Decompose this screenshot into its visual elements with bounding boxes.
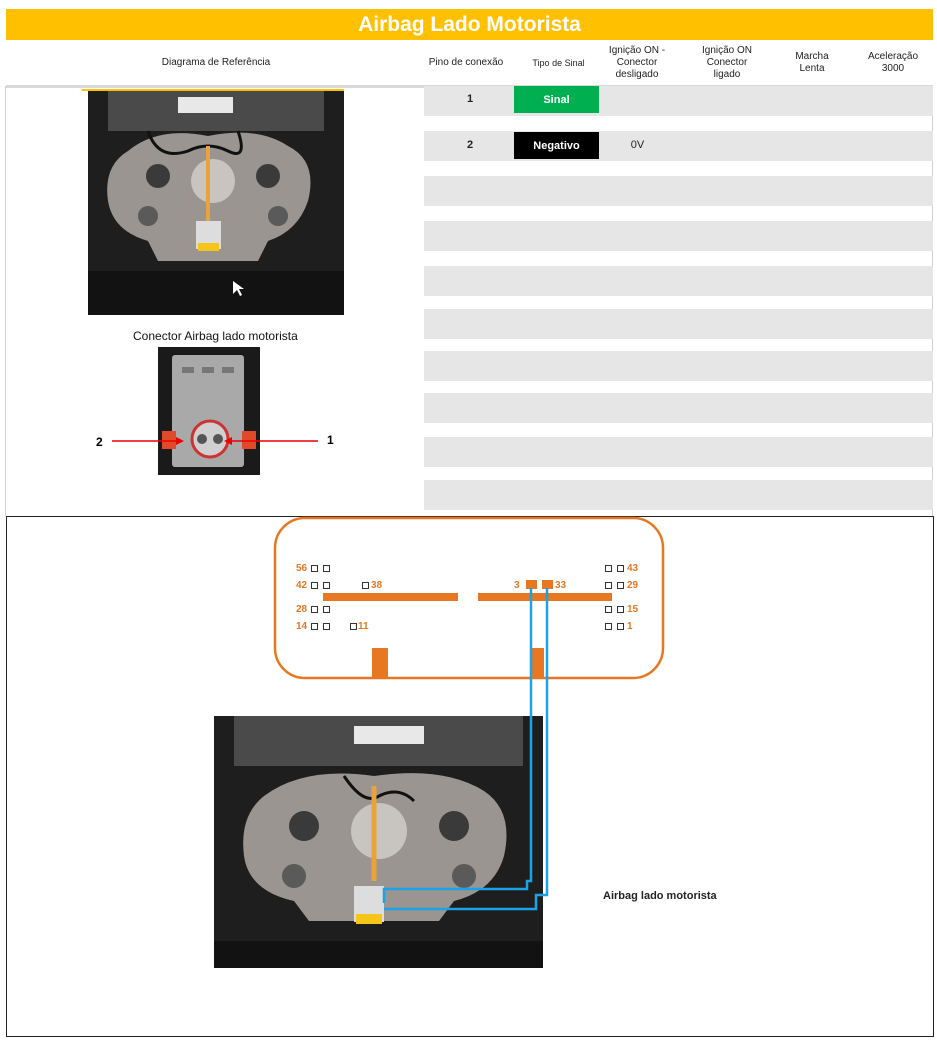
pin-label-15: 15 — [627, 604, 639, 615]
pin-number: 2 — [466, 139, 474, 151]
header-idle: Marcha Lenta — [795, 50, 829, 74]
pin-square — [311, 623, 318, 630]
pin-square — [617, 623, 624, 630]
header-ign-on: Ignição ON Conector ligado — [701, 44, 753, 80]
pin-square — [311, 606, 318, 613]
pin-square — [311, 565, 318, 572]
pin-number: 1 — [466, 93, 474, 105]
table-row — [424, 221, 933, 251]
pin-label-29: 29 — [627, 580, 639, 591]
pin-square — [323, 606, 330, 613]
pin-square — [323, 623, 330, 630]
pin-square — [605, 565, 612, 572]
arrow-label-right: 1 — [327, 433, 334, 447]
pin-label-11: 11 — [358, 621, 369, 632]
table-row — [424, 176, 933, 206]
header-diagram: Diagrama de Referência — [161, 56, 271, 68]
connector-photo — [158, 347, 260, 475]
pin-square — [605, 582, 612, 589]
table-row — [424, 393, 933, 423]
header-signal-type: Tipo de Sinal — [532, 57, 585, 68]
airbag-label: Airbag lado motorista — [603, 890, 717, 902]
pin-square — [311, 582, 318, 589]
connector-arrows — [100, 430, 325, 454]
pin-square — [617, 606, 624, 613]
pin-label-14: 14 — [296, 621, 308, 632]
table-row — [424, 309, 933, 339]
signal-badge: Negativo — [514, 132, 599, 159]
pin-square — [323, 565, 330, 572]
pin-label-33: 33 — [555, 580, 567, 591]
table-row — [424, 266, 933, 296]
pin-label-38: 38 — [371, 580, 383, 591]
pin-square — [323, 582, 330, 589]
pin-square — [617, 582, 624, 589]
pin-square — [605, 606, 612, 613]
header-pin: Pino de conexão — [428, 56, 504, 68]
pin-square — [605, 623, 612, 630]
arrow-label-left: 2 — [96, 435, 103, 449]
pin-label-42: 42 — [296, 580, 308, 591]
header-accel: Aceleração 3000 — [867, 50, 919, 74]
left-border — [5, 86, 6, 516]
table-header — [6, 40, 933, 88]
pin-label-1: 1 — [627, 621, 633, 632]
pin-label-3: 3 — [514, 580, 520, 591]
wiring-lines — [350, 585, 560, 920]
signal-badge: Sinal — [514, 86, 599, 113]
pin-label-43: 43 — [627, 563, 639, 574]
page-title: Airbag Lado Motorista — [6, 9, 933, 40]
table-row — [424, 437, 933, 467]
table-row — [424, 480, 933, 510]
pin-square — [617, 565, 624, 572]
steering-wheel-photo — [88, 91, 344, 315]
table-row — [424, 351, 933, 381]
connector-caption: Conector Airbag lado motorista — [133, 329, 298, 343]
pin-label-28: 28 — [296, 604, 308, 615]
ign-off-value: 0V — [630, 139, 645, 151]
pin-label-56: 56 — [296, 563, 308, 574]
header-ign-off: Ignição ON - Conector desligado — [608, 44, 666, 80]
